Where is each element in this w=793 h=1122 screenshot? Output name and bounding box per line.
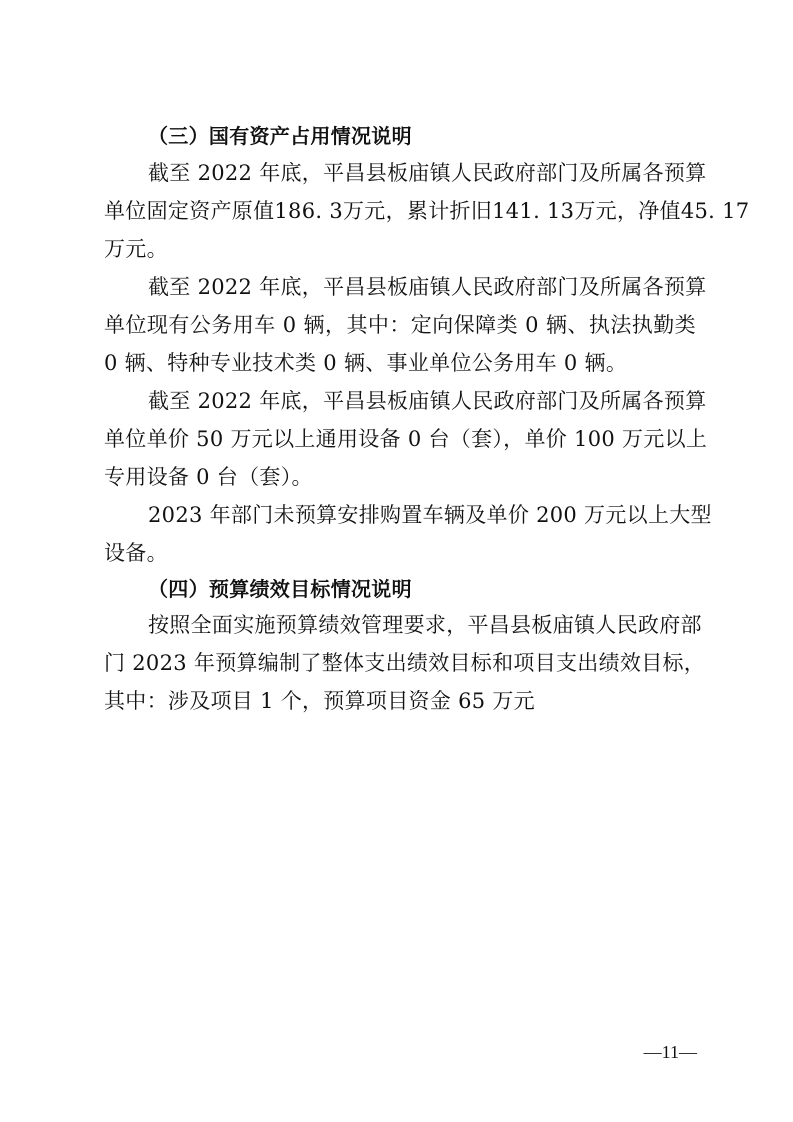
section-3-paragraph-4-line-2: 设备。	[104, 541, 168, 565]
section-3-paragraph-1-line-3: 万元。	[104, 237, 168, 261]
section-3-paragraph-4-line-1: 2023 年部门未预算安排购置车辆及单价 200 万元以上大型	[148, 503, 712, 527]
page-number: —11—	[643, 1042, 697, 1062]
section-3-paragraph-2-line-3: 0 辆、特种专业技术类 0 辆、事业单位公务用车 0 辆。	[104, 351, 628, 375]
section-3-paragraph-1-line-2: 单位固定资产原值186. 3万元，累计折旧141. 13万元，净值45. 17	[104, 199, 750, 223]
section-3-paragraph-2-line-1: 截至 2022 年底，平昌县板庙镇人民政府部门及所属各预算	[148, 275, 707, 299]
section-4-paragraph-1-line-2: 门 2023 年预算编制了整体支出绩效目标和项目支出绩效目标，	[104, 651, 706, 675]
section-3-paragraph-3-line-3: 专用设备 0 台（套）。	[104, 465, 313, 489]
section-4-paragraph-1-line-3: 其中：涉及项目 1 个，预算项目资金 65 万元	[104, 689, 535, 713]
section-3-paragraph-3-line-1: 截至 2022 年底，平昌县板庙镇人民政府部门及所属各预算	[148, 389, 707, 413]
section-4-paragraph-1-line-1: 按照全面实施预算绩效管理要求，平昌县板庙镇人民政府部	[148, 613, 702, 637]
section-3-paragraph-3-line-2: 单位单价 50 万元以上通用设备 0 台（套），单价 100 万元以上	[104, 427, 708, 451]
section-3-paragraph-2-line-2: 单位现有公务用车 0 辆，其中：定向保障类 0 辆、执法执勤类	[104, 313, 696, 337]
section-3-heading: （三）国有资产占用情况说明	[148, 124, 412, 148]
section-3-paragraph-1-line-1: 截至 2022 年底，平昌县板庙镇人民政府部门及所属各预算	[148, 161, 707, 185]
section-4-heading: （四）预算绩效目标情况说明	[148, 577, 412, 601]
